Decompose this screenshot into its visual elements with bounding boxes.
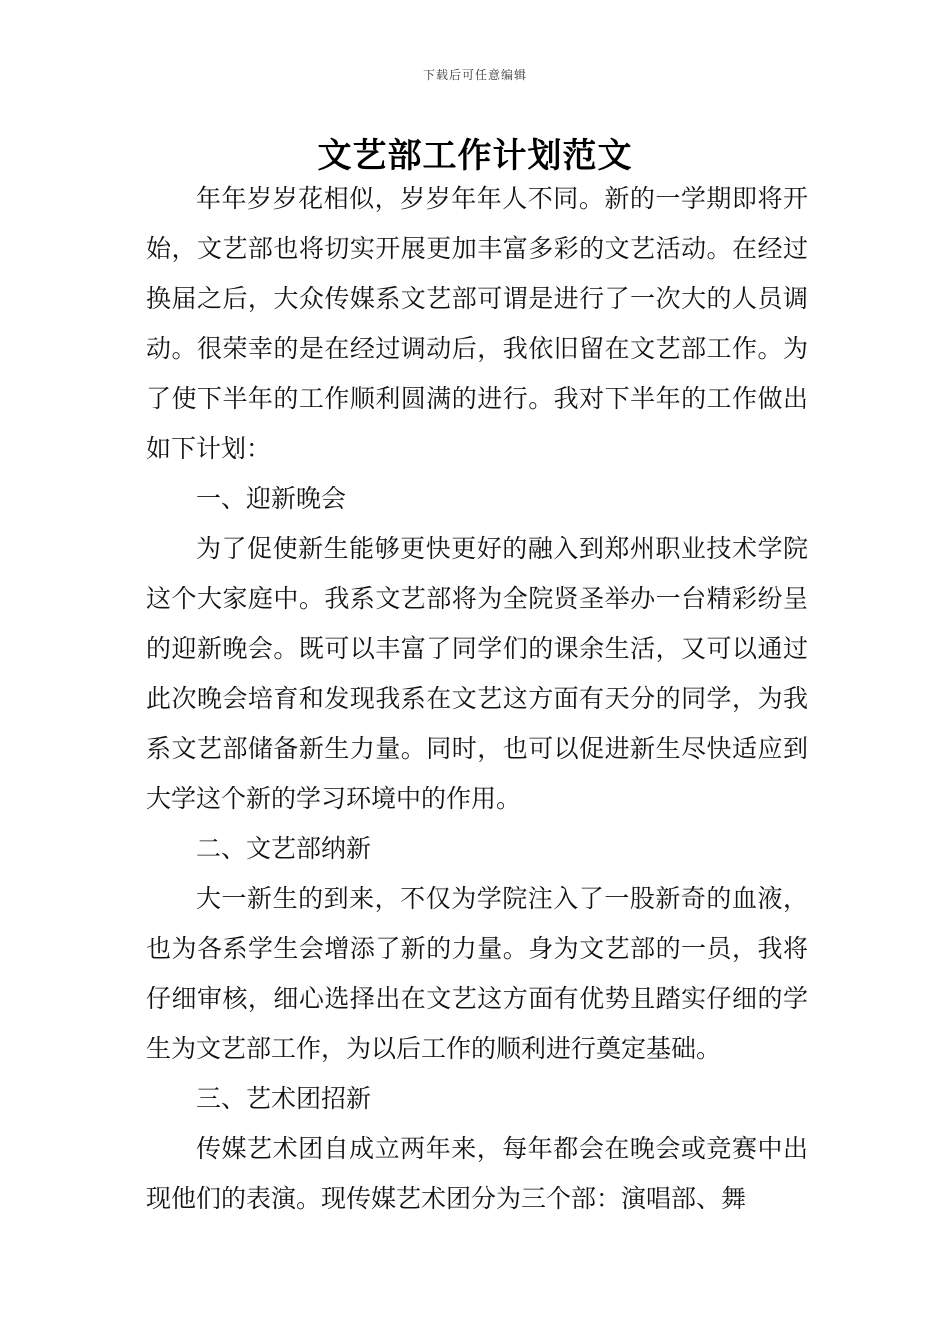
section-paragraph-1: 为了促使新生能够更快更好的融入到郑州职业技术学院这个大家庭中。我系文艺部将为全院贤圣举办一台精彩纷呈的迎新晚会。既可以丰富了同学们的课余生活，又可以通过此次晚会培育和发现我系在文艺这方面有天分的同学，为我系文艺部储备新生力量。同时，也可以促进新生尽快适应到大学这个新的学习环境中的作用。 [146,534,808,813]
document-body [146,174,808,1224]
section-heading-1: 一、迎新晚会 [196,484,347,513]
intro-paragraph: 年年岁岁花相似，岁岁年年人不同。新的一学期即将开始，文艺部也将切实开展更加丰富多彩的文艺活动。在经过换届之后，大众传媒系文艺部可谓是进行了一次大的人员调动。很荣幸的是在经过调动后，我依旧留在文艺部工作。为了使下半年的工作顺利圆满的进行。我对下半年的工作做出如下计划： [146,184,808,463]
header-note: 下载后可任意编辑 [422,68,527,82]
section-paragraph-3: 传媒艺术团自成立两年来，每年都会在晚会或竞赛中出现他们的表演。现传媒艺术团分为三个部：演唱部、舞 [146,1134,808,1213]
section-heading-3: 三、艺术团招新 [196,1084,372,1113]
section-paragraph-2: 大一新生的到来，不仅为学院注入了一股新奇的血液，也为各系学生会增添了新的力量。身为文艺部的一员，我将仔细审核，细心选择出在文艺这方面有优势且踏实仔细的学生为文艺部工作，为以后工作的顺利进行奠定基础。 [146,884,808,1063]
document-title: 文艺部工作计划范文 [317,136,633,176]
section-heading-2: 二、文艺部纳新 [196,834,372,863]
